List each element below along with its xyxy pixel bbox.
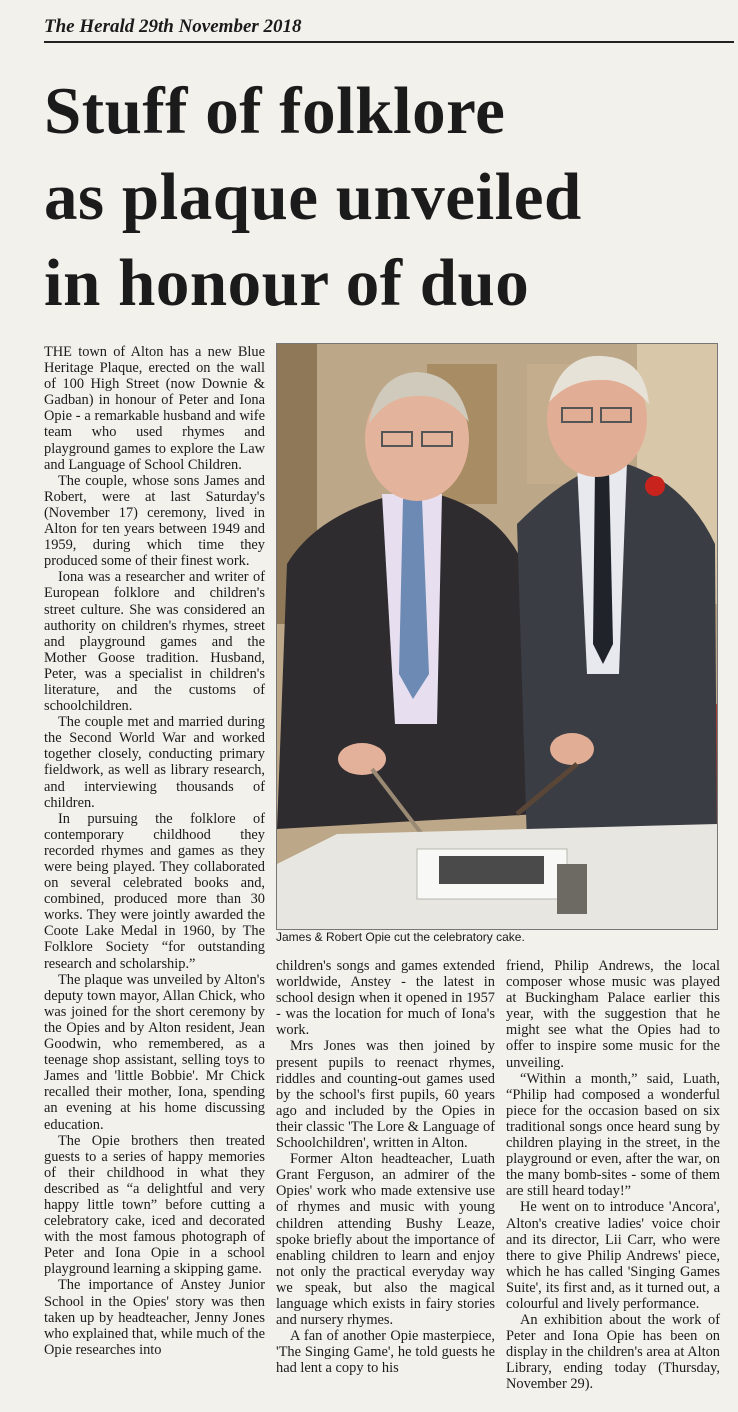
paragraph: friend, Philip Andrews, the local composer whose music was played at Buckingham Palace earlier this year, with the suggestion that he might see what the Opies had to offer to inspire some music for the unveiling. xyxy=(506,958,720,1071)
paragraph: Iona was a researcher and writer of European folklore and children's street culture. She was considered an authority on children's rhymes, street and playground games and the Mother Goose tradition. Husband, Peter, was a specialist in children's literature, and the customs of schoolchildren. xyxy=(44,569,265,715)
news-photo xyxy=(276,343,718,930)
paragraph: The plaque was unveiled by Alton's deputy town mayor, Allan Chick, who was joined for the short ceremony by the Opies and by Alton resident, Jean Goodwin, who remembered, as a teenage shop assistant, selling toys to James and 'little Bobbie'. Mr Chick recalled their mother, Iona, spending an evening at his home discussing education. xyxy=(44,971,265,1133)
headline-line-3: in honour of duo xyxy=(44,246,530,320)
paragraph: “Within a month,” said, Luath, “Philip had composed a wonderful piece for the occasion based on six traditional songs once heard sung by children playing in the street, in the playground or even, after the war, on the many bomb-sites - some of them are still heard today!” xyxy=(506,1070,720,1200)
headline-line-1: Stuff of folklore xyxy=(44,74,506,148)
masthead: The Herald 29th November 2018 xyxy=(44,16,734,43)
article-column-1 xyxy=(44,344,265,1358)
paragraph: The couple met and married during the Second World War and worked together closely, conducting primary fieldwork, as well as library research, and interviewing thousands of children. xyxy=(44,714,265,811)
photo-illustration xyxy=(277,344,717,929)
paragraph: THE town of Alton has a new Blue Heritage Plaque, erected on the wall of 100 High Street (now Downie & Gadban) in honour of Peter and Iona Opie - a remarkable husband and wife team who used rhymes and playground games to explore the Law and Language of School Children. xyxy=(44,344,265,473)
paragraph: children's songs and games extended worldwide, Anstey - the latest in school design when it opened in 1957 - was the location for much of Iona's work. xyxy=(276,958,495,1039)
paragraph: In pursuing the folklore of contemporary childhood they recorded rhymes and games as they were being played. They collaborated on several celebrated books and, combined, produced more than 30 works. They were jointly awarded the Coote Lake Medal in 1960, by The Folklore Society “for outstanding research and scholarship.” xyxy=(44,810,265,972)
paragraph: The Opie brothers then treated guests to a series of happy memories of their childhood in what they described as “a delightful and very happy little town” before cutting a celebratory cake, iced and decorated with the most famous photograph of Peter and Iona Opie in a school playground learning a skipping game. xyxy=(44,1132,265,1278)
paragraph: An exhibition about the work of Peter and Iona Opie has been on display in the children's area at Alton Library, ending today (Thursday, November 29). xyxy=(506,1312,720,1393)
paragraph: A fan of another Opie masterpiece, 'The Singing Game', he told guests he had lent a copy to his xyxy=(276,1328,495,1377)
headline-line-2: as plaque unveiled xyxy=(44,160,582,234)
headline xyxy=(44,68,734,326)
paragraph: Mrs Jones was then joined by present pupils to reenact rhymes, riddles and counting-out games used by the school's first pupils, 60 years ago and included by the Opies in their classic 'The Lore & Language of Schoolchildren', written in Alton. xyxy=(276,1038,495,1152)
paragraph: The couple, whose sons James and Robert, were at last Saturday's (November 17) ceremony, lived in Alton for ten years between 1949 and 1959, during which time they produced some of their finest work. xyxy=(44,472,265,570)
paragraph: The importance of Anstey Junior School in the Opies' story was then taken up by headteacher, Jenny Jones who explained that, while much of the Opie researches into xyxy=(44,1277,265,1358)
paragraph: He went on to introduce 'Ancora', Alton's creative ladies' voice choir and its director, Lii Carr, who were there to give Philip Andrews' piece, which he has called 'Singing Games Suite', its first and, as it turned out, a colourful and lively performance. xyxy=(506,1199,720,1312)
article-column-3 xyxy=(506,958,720,1393)
paragraph: Former Alton headteacher, Luath Grant Ferguson, an admirer of the Opies' work who made extensive use of rhymes and music with young children attending Bushy Leaze, spoke briefly about the importance of enabling children to learn and enjoy not only the practical everyday way we speak, but also the magical language which exists in fairy stories and nursery rhymes. xyxy=(276,1151,495,1329)
photo-caption: James & Robert Opie cut the celebratory cake. xyxy=(276,930,525,944)
article-column-2 xyxy=(276,958,495,1376)
